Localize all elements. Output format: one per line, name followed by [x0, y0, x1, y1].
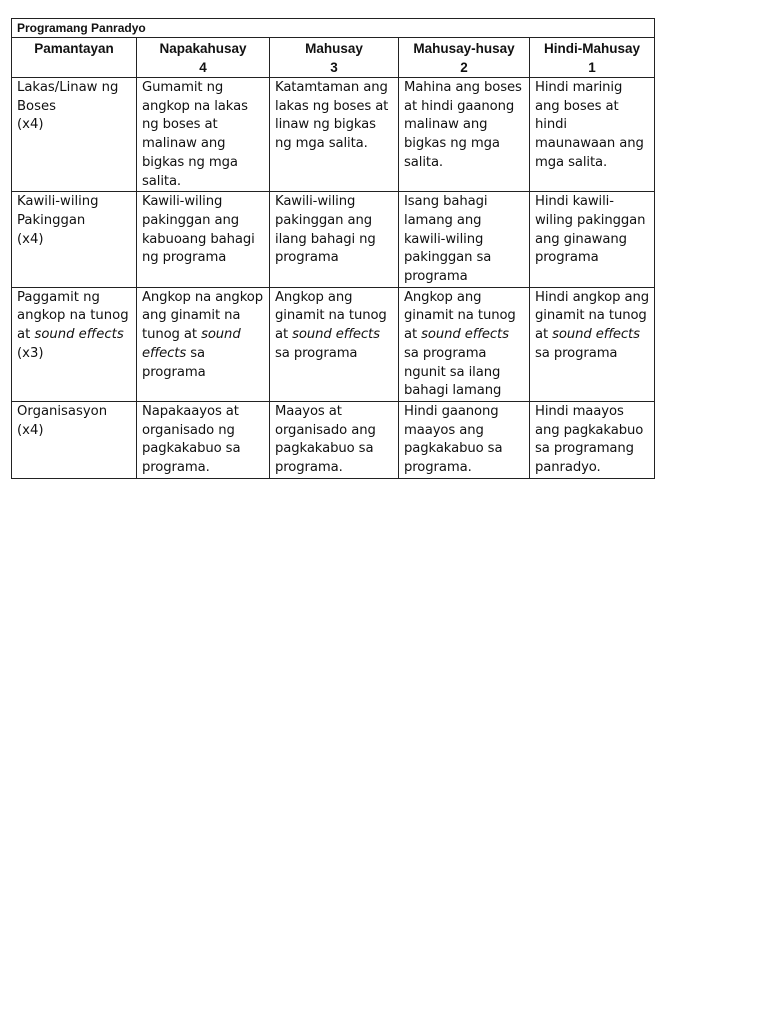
- descriptor-cell: [137, 287, 270, 401]
- header-level-label: Napakahusay: [159, 41, 247, 56]
- header-level-label: Hindi-Mahusay: [544, 41, 641, 56]
- header-level-4: [137, 38, 270, 78]
- rubric-table: [11, 18, 655, 479]
- criterion-label: Kawili-wiling Pakinggan: [17, 194, 99, 228]
- header-level-1: [530, 38, 655, 78]
- criterion-weight: (x4): [17, 231, 44, 247]
- criterion-cell: [12, 192, 137, 288]
- descriptor-text: Angkop ang ginamit na tunog at: [275, 289, 387, 343]
- descriptor-text: sa programa ngunit sa ilang bahagi lamang: [404, 345, 502, 399]
- criterion-label: Organisasyon: [17, 403, 108, 419]
- header-level-score: 2: [460, 60, 468, 75]
- criterion-cell: [12, 78, 137, 192]
- header-level-score: 1: [588, 60, 596, 75]
- header-level-label: Mahusay-husay: [413, 41, 515, 56]
- descriptor-text: sa programa: [275, 345, 358, 361]
- header-level-3: [270, 38, 399, 78]
- descriptor-cell: [530, 287, 655, 401]
- criterion-cell: [12, 401, 137, 478]
- descriptor-cell: Hindi kawili-wiling pakinggan ang ginawang programa: [530, 192, 655, 288]
- descriptor-cell: [399, 287, 530, 401]
- criterion-cell: [12, 287, 137, 401]
- criterion-label-emphasis: sound effects: [34, 327, 124, 343]
- descriptor-cell: Kawili-wiling pakinggan ang ilang bahagi ng programa: [270, 192, 399, 288]
- descriptor-cell: Mahina ang boses at hindi gaanong malinaw ang bigkas ng mga salita.: [399, 78, 530, 192]
- descriptor-text: Angkop ang ginamit na tunog at: [404, 289, 516, 343]
- descriptor-cell: Maayos at organisado ang pagkakabuo sa programa.: [270, 401, 399, 478]
- header-level-label: Mahusay: [305, 41, 363, 56]
- descriptor-cell: Isang bahagi lamang ang kawili-wiling pakinggan sa programa: [399, 192, 530, 288]
- descriptor-cell: Hindi marinig ang boses at hindi maunawaan ang mga salita.: [530, 78, 655, 192]
- descriptor-text: sa programa: [142, 345, 206, 380]
- header-level-2: [399, 38, 530, 78]
- descriptor-cell: Katamtaman ang lakas ng boses at linaw ng bigkas ng mga salita.: [270, 78, 399, 192]
- descriptor-cell: Napakaayos at organisado ng pagkakabuo sa programa.: [137, 401, 270, 478]
- descriptor-emphasis: sound effects: [552, 327, 640, 343]
- criterion-weight: (x4): [17, 117, 44, 133]
- descriptor-cell: Hindi gaanong maayos ang pagkakabuo sa programa.: [399, 401, 530, 478]
- descriptor-cell: [270, 287, 399, 401]
- descriptor-cell: Kawili-wiling pakinggan ang kabuoang bahagi ng programa: [137, 192, 270, 288]
- title-row: [12, 19, 655, 38]
- table-row: [12, 287, 655, 401]
- header-row: [12, 38, 655, 78]
- table-row: [12, 401, 655, 478]
- header-level-score: 4: [199, 60, 207, 75]
- descriptor-emphasis: sound effects: [421, 327, 509, 343]
- descriptor-emphasis: sound effects: [142, 327, 241, 361]
- table-row: [12, 78, 655, 192]
- header-criteria-label: Pamantayan: [34, 41, 114, 56]
- criterion-label-text: Paggamit ng angkop na tunog at: [17, 289, 129, 343]
- descriptor-text: sa programa: [535, 345, 618, 361]
- criterion-weight: (x3): [17, 345, 44, 361]
- rubric-title: Programang Panradyo: [12, 19, 655, 38]
- criterion-label: Lakas/Linaw ng Boses: [17, 80, 119, 114]
- table-row: [12, 192, 655, 288]
- descriptor-emphasis: sound effects: [292, 327, 380, 343]
- descriptor-text: Hindi angkop ang ginamit na tunog at: [535, 289, 649, 343]
- criterion-weight: (x4): [17, 422, 44, 438]
- header-level-score: 3: [330, 60, 338, 75]
- descriptor-text: Angkop na angkop ang ginamit na tunog at: [142, 289, 263, 343]
- header-criteria: [12, 38, 137, 78]
- descriptor-cell: Hindi maayos ang pagkakabuo sa programang panradyo.: [530, 401, 655, 478]
- descriptor-cell: Gumamit ng angkop na lakas ng boses at malinaw ang bigkas ng mga salita.: [137, 78, 270, 192]
